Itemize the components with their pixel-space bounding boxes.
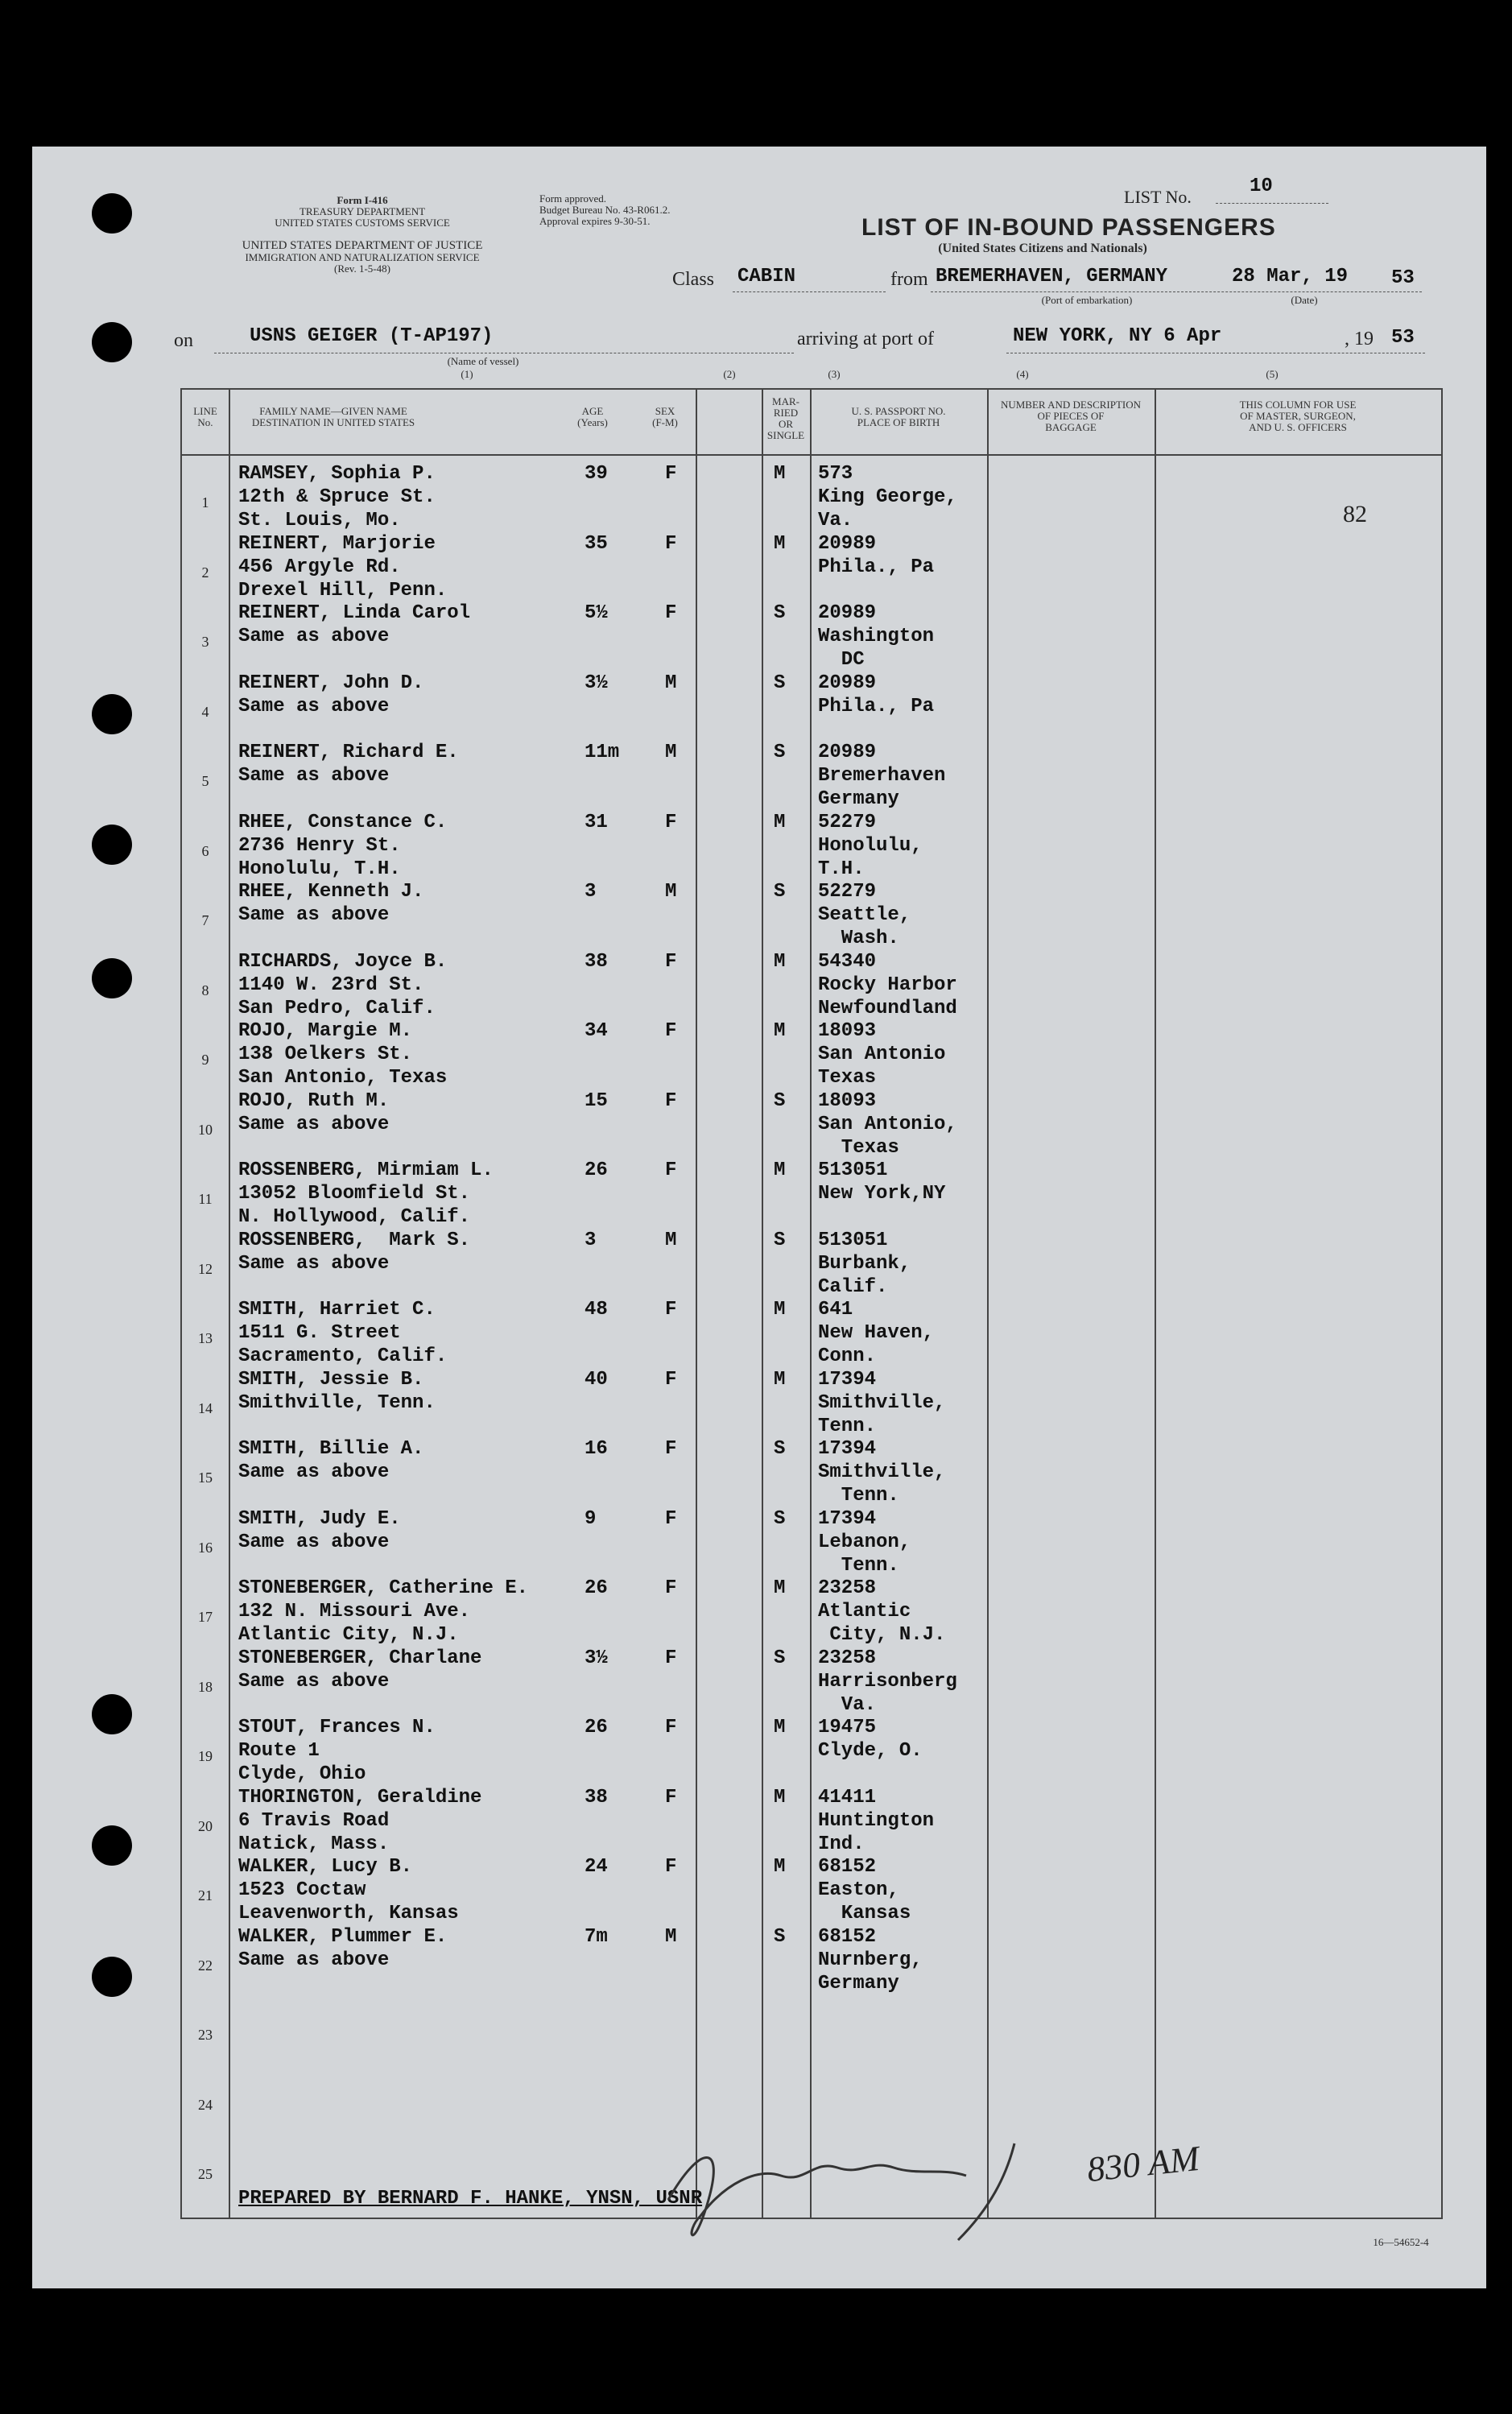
passenger-passport: 52279 Seattle, Wash. (818, 881, 911, 949)
passenger-name: ROSSENBERG, Mark S. Same as above (238, 1229, 471, 1275)
line-number: 15 (198, 1469, 213, 1486)
passenger-passport: 513051 Burbank, Calif. (818, 1229, 911, 1298)
arrival-year: 53 (1391, 327, 1415, 349)
hdr-baggage: NUMBER AND DESCRIPTION OF PIECES OF BAGGAGE (1000, 399, 1142, 433)
passenger-marital: M (774, 950, 786, 973)
passenger-passport: 68152 Easton, Kansas (818, 1856, 911, 1924)
passenger-sex: F (665, 1159, 677, 1181)
passenger-name: REINERT, Linda Carol Same as above (238, 602, 471, 647)
passenger-marital: M (774, 1159, 786, 1181)
passenger-passport: 20989 Phila., Pa (818, 532, 935, 578)
punch-hole (92, 694, 132, 734)
hdr-officers: THIS COLUMN FOR USE OF MASTER, SURGEON, AND U. S. OFFICERS (1239, 399, 1357, 433)
passenger-passport: 41411 Huntington Ind. (818, 1786, 935, 1855)
passenger-marital: S (774, 672, 786, 694)
passenger-marital: S (774, 1438, 786, 1460)
budget-bureau: Budget Bureau No. 43-R061.2. (539, 204, 671, 216)
passenger-age: 26 (585, 1159, 608, 1181)
passenger-sex: F (665, 1368, 677, 1391)
passenger-marital: M (774, 1368, 786, 1391)
passenger-name: ROJO, Ruth M. Same as above (238, 1089, 390, 1135)
passenger-age: 48 (585, 1299, 608, 1321)
passenger-age: 38 (585, 950, 608, 973)
passenger-passport: 54340 Rocky Harbor Newfoundland (818, 950, 957, 1019)
passenger-marital: S (774, 1647, 786, 1669)
passenger-name: STONEBERGER, Charlane Same as above (238, 1647, 482, 1693)
passenger-age: 40 (585, 1368, 608, 1391)
header-rule (182, 454, 1441, 456)
embark-port: BREMERHAVEN, GERMANY (936, 266, 1168, 287)
passenger-passport: 18093 San Antonio Texas (818, 1020, 946, 1089)
col-num-4: (4) (1016, 368, 1029, 380)
passenger-sex: F (665, 602, 677, 624)
passenger-name: WALKER, Lucy B. 1523 Coctaw Leavenworth, Kansas (238, 1856, 459, 1924)
line-number: 23 (198, 2027, 213, 2043)
prepared-by: PREPARED BY BERNARD F. HANKE, YNSN, USNR (238, 2188, 703, 2209)
vessel-name: USNS GEIGER (T-AP197) (250, 325, 494, 347)
hdr-age: AGE (Years) (577, 405, 608, 428)
line-number: 2 (201, 564, 209, 581)
passenger-name: STONEBERGER, Catherine E. 132 N. Missouri Ave. Atlantic City, N.J. (238, 1577, 529, 1646)
col-divider (229, 390, 230, 2218)
line-number: 4 (201, 703, 209, 720)
line-number: 7 (201, 912, 209, 928)
passenger-passport: 17394 Smithville, Tenn. (818, 1368, 946, 1437)
passenger-age: 35 (585, 532, 608, 555)
passenger-sex: F (665, 532, 677, 555)
passenger-name: REINERT, John D. Same as above (238, 672, 424, 717)
passenger-name: REINERT, Marjorie 456 Argyle Rd. Drexel Hill, Penn. (238, 532, 448, 601)
list-no-value: 10 (1250, 176, 1273, 197)
line-number: 24 (198, 2096, 213, 2113)
passenger-sex: F (665, 1856, 677, 1878)
passenger-age: 24 (585, 1856, 608, 1878)
punch-hole (92, 1694, 132, 1734)
passenger-name: SMITH, Jessie B. Smithville, Tenn. (238, 1368, 436, 1414)
passenger-sex: F (665, 1577, 677, 1599)
passenger-passport: 20989 Washington DC (818, 602, 935, 671)
passenger-table (180, 388, 1443, 2219)
col-divider (762, 390, 763, 2218)
passenger-marital: S (774, 881, 786, 903)
passenger-sex: F (665, 811, 677, 833)
line-number: 25 (198, 2166, 213, 2182)
arrival-port: NEW YORK, NY 6 Apr (1013, 325, 1222, 347)
class-line (733, 291, 886, 292)
form-approved: Form approved. (539, 192, 607, 205)
punch-hole (92, 825, 132, 865)
passenger-marital: S (774, 1089, 786, 1112)
punch-hole (92, 193, 132, 234)
line-number: 21 (198, 1887, 213, 1904)
list-no-line (1216, 203, 1328, 204)
passenger-passport: 20989 Phila., Pa (818, 672, 935, 717)
passenger-sex: F (665, 1299, 677, 1321)
justice-dept: UNITED STATES DEPARTMENT OF JUSTICE (242, 239, 483, 252)
passenger-age: 31 (585, 811, 608, 833)
form-number: Form I-416 (337, 194, 388, 206)
passenger-passport: 52279 Honolulu, T.H. (818, 811, 923, 880)
passenger-age: 26 (585, 1577, 608, 1599)
passenger-passport: 23258 Atlantic City, N.J. (818, 1577, 946, 1646)
passenger-name: SMITH, Harriet C. 1511 G. Street Sacramento, Calif. (238, 1299, 448, 1367)
col-num-1: (1) (461, 368, 473, 380)
line-number: 8 (201, 982, 209, 998)
passenger-age: 3½ (585, 672, 608, 694)
list-no-label: LIST No. (1124, 187, 1192, 207)
ins-service: IMMIGRATION AND NATURALIZATION SERVICE (245, 251, 480, 263)
line-number: 14 (198, 1399, 213, 1416)
passenger-age: 3 (585, 1229, 597, 1251)
signature (652, 2111, 1087, 2256)
passenger-sex: M (665, 672, 677, 694)
passenger-name: STOUT, Frances N. Route 1 Clyde, Ohio (238, 1717, 436, 1785)
passenger-name: ROJO, Margie M. 138 Oelkers St. San Antonio, Texas (238, 1020, 448, 1089)
line-number: 10 (198, 1121, 213, 1138)
line-number: 3 (201, 634, 209, 650)
footer-code: 16—54652-4 (1373, 2236, 1429, 2248)
line-number: 20 (198, 1817, 213, 1834)
passenger-age: 15 (585, 1089, 608, 1112)
passenger-name: REINERT, Richard E. Same as above (238, 742, 459, 787)
approval-expires: Approval expires 9-30-51. (539, 215, 651, 227)
col-divider (696, 390, 697, 2218)
arriving-label: arriving at port of (797, 329, 934, 349)
customs-service: UNITED STATES CUSTOMS SERVICE (275, 217, 450, 229)
passenger-name: WALKER, Plummer E. Same as above (238, 1925, 448, 1971)
passenger-marital: S (774, 602, 786, 624)
passenger-age: 34 (585, 1020, 608, 1042)
vessel-caption: (Name of vessel) (447, 355, 519, 367)
line-number: 1 (201, 494, 209, 510)
passenger-passport: 573 King George, Va. (818, 463, 957, 531)
passenger-marital: M (774, 1299, 786, 1321)
line-number: 11 (198, 1191, 213, 1207)
embark-date: 28 Mar, 19 (1232, 266, 1349, 287)
col-divider (987, 390, 989, 2218)
punch-hole (92, 322, 132, 362)
arrival-time-note: 830 AM (1084, 2138, 1201, 2190)
passenger-passport: 19475 Clyde, O. (818, 1717, 923, 1762)
passenger-age: 3 (585, 881, 597, 903)
passenger-age: 3½ (585, 1647, 608, 1669)
revision-date: (Rev. 1-5-48) (334, 262, 390, 275)
passenger-marital: S (774, 1925, 786, 1948)
date-caption: (Date) (1291, 294, 1318, 306)
class-value: CABIN (737, 266, 796, 287)
punch-hole (92, 1825, 132, 1866)
passenger-name: SMITH, Billie A. Same as above (238, 1438, 424, 1483)
passenger-marital: M (774, 811, 786, 833)
from-label: from (890, 269, 928, 290)
passenger-passport: 68152 Nurnberg, Germany (818, 1925, 923, 1994)
hdr-name: FAMILY NAME—GIVEN NAME DESTINATION IN UNITED STATES (251, 405, 415, 428)
hdr-married: MAR- RIED OR SINGLE (766, 395, 805, 441)
passenger-passport: 17394 Lebanon, Tenn. (818, 1507, 911, 1577)
line-number: 17 (198, 1609, 213, 1625)
arrival-year-prefix: , 19 (1345, 329, 1374, 349)
manifest-page (32, 147, 1486, 2288)
passenger-age: 26 (585, 1717, 608, 1738)
passenger-marital: S (774, 1507, 786, 1530)
punch-hole (92, 958, 132, 998)
passenger-marital: M (774, 1577, 786, 1599)
passenger-marital: M (774, 1786, 786, 1808)
passenger-passport: 513051 New York,NY (818, 1159, 946, 1205)
line-number: 22 (198, 1957, 213, 1974)
on-label: on (174, 330, 193, 351)
punch-hole (92, 1957, 132, 1997)
passenger-sex: M (665, 881, 677, 903)
passenger-marital: M (774, 463, 786, 485)
line-number: 16 (198, 1539, 213, 1556)
passenger-marital: S (774, 1229, 786, 1251)
passenger-sex: F (665, 1507, 677, 1530)
passenger-name: RHEE, Kenneth J. Same as above (238, 881, 424, 926)
passenger-sex: F (665, 1438, 677, 1460)
passenger-name: SMITH, Judy E. Same as above (238, 1507, 401, 1553)
passenger-sex: F (665, 950, 677, 973)
col-num-2: (2) (723, 368, 736, 380)
passenger-marital: M (774, 1717, 786, 1738)
manifest-subtitle: (United States Citizens and Nationals) (938, 242, 1147, 255)
col-num-3: (3) (828, 368, 841, 380)
passenger-age: 38 (585, 1786, 608, 1808)
passenger-sex: M (665, 1925, 677, 1948)
class-label: Class (672, 269, 715, 290)
passenger-marital: M (774, 1020, 786, 1042)
line-number: 12 (198, 1260, 213, 1277)
line-number: 19 (198, 1748, 213, 1764)
passenger-passport: 23258 Harrisonberg Va. (818, 1647, 957, 1716)
passenger-age: 39 (585, 463, 608, 485)
hdr-line: LINE No. (193, 405, 217, 428)
line-number: 9 (201, 1052, 209, 1068)
passenger-passport: 641 New Haven, Conn. (818, 1299, 935, 1367)
passenger-passport: 18093 San Antonio, Texas (818, 1089, 957, 1159)
passenger-marital: M (774, 1856, 786, 1878)
passenger-sex: F (665, 1647, 677, 1669)
col-divider (1155, 390, 1156, 2218)
col-num-5: (5) (1266, 368, 1279, 380)
passenger-sex: M (665, 1229, 677, 1251)
passenger-passport: 17394 Smithville, Tenn. (818, 1438, 946, 1507)
passenger-marital: M (774, 532, 786, 555)
passenger-age: 9 (585, 1507, 597, 1530)
passenger-name: THORINGTON, Geraldine 6 Travis Road Natick, Mass. (238, 1786, 482, 1855)
officer-note: 82 (1343, 501, 1367, 527)
passenger-name: ROSSENBERG, Mirmiam L. 13052 Bloomfield St. N. Hollywood, Calif. (238, 1159, 494, 1228)
line-number: 13 (198, 1330, 213, 1346)
passenger-sex: F (665, 463, 677, 485)
passenger-name: RICHARDS, Joyce B. 1140 W. 23rd St. San Pedro, Calif. (238, 950, 448, 1019)
line-number: 5 (201, 773, 209, 789)
line-number: 6 (201, 842, 209, 859)
line-number: 18 (198, 1678, 213, 1695)
from-line (931, 291, 1422, 292)
hdr-sex: SEX (F-M) (652, 405, 678, 428)
passenger-marital: S (774, 742, 786, 763)
passenger-sex: F (665, 1089, 677, 1112)
embark-year: 53 (1391, 267, 1415, 289)
col-divider (810, 390, 812, 2218)
passenger-age: 16 (585, 1438, 608, 1460)
hdr-passport: U. S. PASSPORT NO. PLACE OF BIRTH (851, 405, 946, 428)
passenger-sex: F (665, 1717, 677, 1738)
manifest-title: LIST OF IN-BOUND PASSENGERS (861, 214, 1276, 241)
passenger-name: RHEE, Constance C. 2736 Henry St. Honolulu, T.H. (238, 811, 448, 880)
passenger-sex: F (665, 1786, 677, 1808)
passenger-sex: F (665, 1020, 677, 1042)
passenger-age: 11m (585, 742, 620, 763)
treasury-dept: TREASURY DEPARTMENT (299, 205, 426, 217)
passenger-age: 5½ (585, 602, 608, 624)
passenger-age: 7m (585, 1925, 608, 1948)
passenger-passport: 20989 Bremerhaven Germany (818, 742, 946, 810)
passenger-sex: M (665, 742, 677, 763)
passenger-name: RAMSEY, Sophia P. 12th & Spruce St. St. Louis, Mo. (238, 463, 436, 531)
port-embark-caption: (Port of embarkation) (1041, 294, 1133, 306)
